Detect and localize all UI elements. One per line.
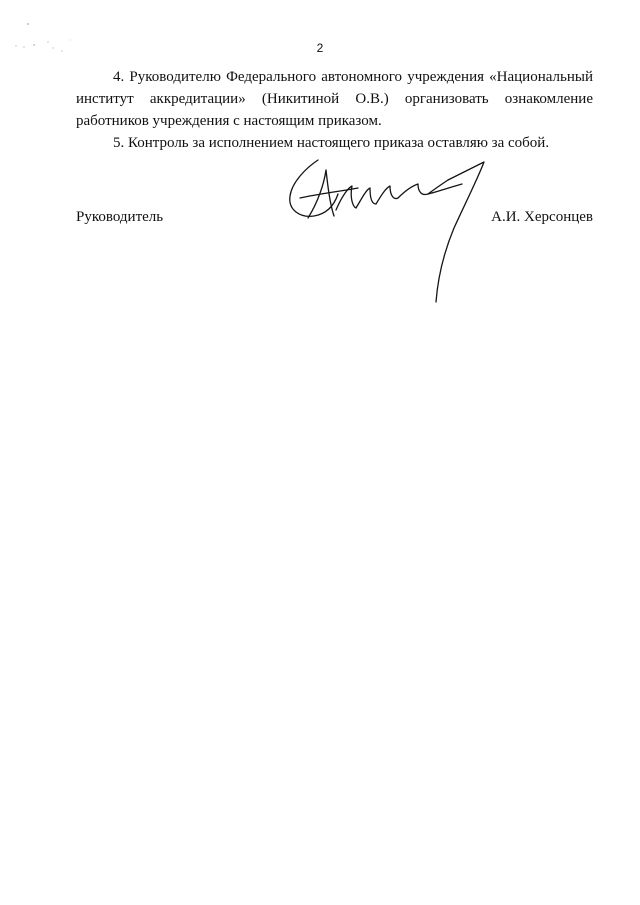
signatory-name: А.И. Херсонцев	[491, 209, 593, 225]
signatory-title: Руководитель	[76, 209, 164, 225]
handwritten-signature	[278, 158, 498, 308]
page-number: 2	[316, 41, 324, 55]
paragraph-5: 5. Контроль за исполнением настоящего приказа оставляю за собой.	[113, 135, 550, 151]
paragraph-4: 4. Руководителю Федерального автономного учреждения «Национальный институт аккредитации» (Никитиной О.В.) организовать ознакомление работников учреждения с настоящим приказом.	[76, 69, 593, 129]
body-text	[76, 66, 593, 154]
